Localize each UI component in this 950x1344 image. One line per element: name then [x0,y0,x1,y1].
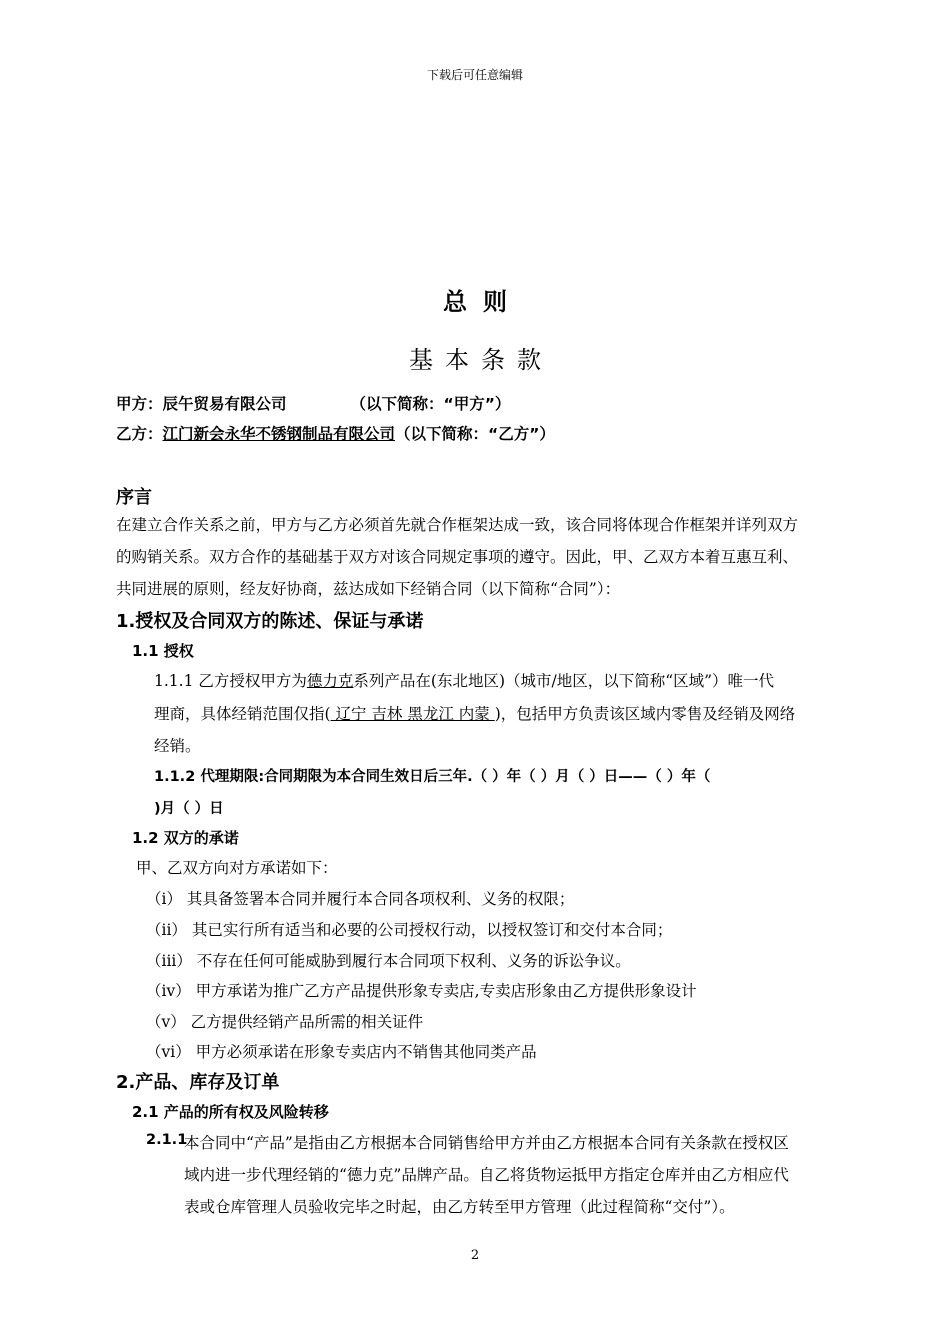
clause-1-1-1-line-2 [154,702,795,724]
party-b-alias: （以下简称：“乙方”） [395,425,555,443]
clause-2-1-1-line-3: 表或仓库管理人员验收完毕之时起，由乙方转至甲方管理（此过程简称“交付”）。 [184,1198,735,1216]
party-a-name: 辰午贸易有限公司 [162,395,287,413]
clause-1-1-1-text-c: 理商，具体经销范围仅指( [154,705,331,723]
section-1-heading: 1.授权及合同双方的陈述、保证与承诺 [116,611,424,632]
preface-line-1: 在建立合作关系之前，甲方与乙方必须首先就合作框架达成一致，该合同将体现合作框架并详列双方 [116,516,799,534]
clause-1-1-2-line-2: )月（ ）日 [154,801,224,817]
section-2-heading: 2.产品、库存及订单 [116,1072,280,1093]
brand-name: 德力克 [306,672,354,690]
section-1-2-heading: 1.2 双方的承诺 [132,829,239,847]
clause-2-1-1-line-2: 域内进一步代理经销的“德力克”品牌产品。自乙将货物运抵甲方指定仓库并由乙方相应代 [184,1166,789,1184]
section-2-1-heading: 2.1 产品的所有权及风险转移 [132,1103,329,1121]
document-subtitle: 基本条款 [409,346,553,374]
promise-item: （i） 其具备签署本合同并履行本合同各项权利、义务的权限； [146,890,575,908]
party-b-line [116,422,555,444]
promise-item: （iii） 不存在任何可能威胁到履行本合同项下权利、义务的诉讼争议。 [146,952,631,970]
clause-1-1-2-line-1: 1.1.2 代理期限:合同期限为本合同生效日后三年.（ ）年（ ）月（ ）日——（ ）年（ [154,769,711,785]
clause-1-1-1-line-1 [154,669,774,691]
party-a-line [116,392,510,414]
section-1-1-heading: 1.1 授权 [132,642,194,660]
clause-1-1-1-text-a: 1.1.1 乙方授权甲方为 [154,672,307,690]
page-number: 2 [470,1248,480,1263]
promise-item: （iv） 甲方承诺为推广乙方产品提供形象专卖店,专卖店形象由乙方提供形象设计 [146,982,697,1000]
party-b-name: 江门新会永华不锈钢制品有限公司 [162,425,396,443]
promise-item: （v） 乙方提供经销产品所需的相关证件 [146,1013,424,1031]
clause-2-1-1-line-1: 本合同中“产品”是指由乙方根据本合同销售给甲方并由乙方根据本合同有关条款在授权区 [184,1134,789,1152]
header-note: 下载后可任意编辑 [426,68,523,82]
promise-intro: 甲、乙双方向对方承诺如下： [136,859,338,877]
document-title: 总则 [443,288,523,316]
preface-heading: 序言 [116,487,152,508]
party-b-label: 乙方： [116,425,163,443]
party-a-alias: （以下简称：“甲方”） [350,395,511,413]
clause-1-1-1-line-3: 经销。 [154,737,201,755]
preface-line-3: 共同进展的原则，经友好协商，兹达成如下经销合同（以下简称“合同”）： [116,580,621,598]
region-list: 辽宁 吉林 黑龙江 内蒙 [330,705,495,723]
clause-1-1-1-text-b: 系列产品在(东北地区)（城市/地区，以下简称“区域”）唯一代 [353,672,775,690]
promise-item: （vi） 甲方必须承诺在形象专卖店内不销售其他同类产品 [146,1043,537,1061]
promise-item: （ii） 其已实行所有适当和必要的公司授权行动，以授权签订和交付本合同； [146,921,673,939]
clause-1-1-1-text-d: )，包括甲方负责该区域内零售及经销及网络 [494,705,796,723]
clause-2-1-1-number: 2.1.1 [146,1132,188,1148]
preface-line-2: 的购销关系。双方合作的基础基于双方对该合同规定事项的遵守。因此，甲、乙双方本着互惠互利、 [116,548,799,566]
party-a-label: 甲方： [116,395,163,413]
